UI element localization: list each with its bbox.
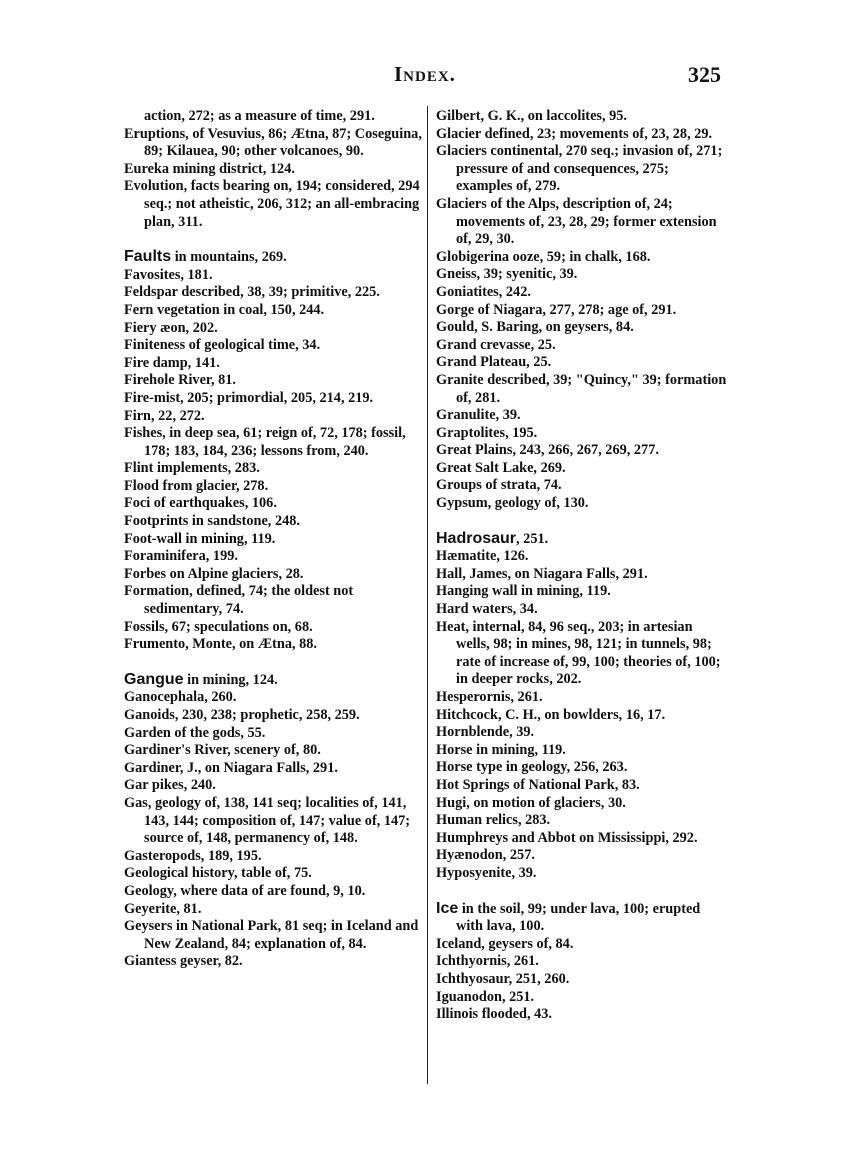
index-entry-text: Geysers in National Park, 81 seq; in Iceland and New Zealand, 84; explanation of, 84.	[124, 918, 419, 952]
column-divider	[427, 106, 428, 1084]
index-entry	[436, 812, 728, 830]
index-entry-text: Horse type in geology, 256, 263.	[436, 759, 628, 776]
index-entry-text: Garden of the gods, 55.	[124, 724, 266, 741]
index-entry	[436, 337, 728, 355]
index-entry	[436, 759, 728, 777]
index-entry-text: Granite described, 39; "Quincy," 39; formation of, 281.	[436, 371, 727, 406]
index-entry	[436, 319, 728, 337]
index-entry	[436, 847, 728, 865]
index-entry	[436, 354, 728, 372]
index-entry-text: Finiteness of geological time, 34.	[124, 337, 321, 354]
section-gap	[436, 883, 728, 900]
index-entry	[436, 777, 728, 795]
index-entry-text: Hornblende, 39.	[436, 724, 535, 741]
index-entry-text: Fire damp, 141.	[124, 354, 220, 371]
index-entry	[124, 178, 422, 231]
index-entry	[124, 848, 422, 866]
index-entry	[436, 795, 728, 813]
index-entry-text: Grand crevasse, 25.	[436, 336, 556, 353]
index-column-left	[124, 108, 422, 971]
index-entry-text: Gas, geology of, 138, 141 seq; localities of, 141, 143, 144; composition of, 147; value of, 147; source of, 148, permanency of, 148.	[124, 794, 411, 847]
index-entry-text: Hall, James, on Niagara Falls, 291.	[436, 565, 648, 582]
index-entry-text: Gardiner, J., on Niagara Falls, 291.	[124, 759, 338, 776]
index-entry	[436, 583, 728, 601]
index-entry-text: Grand Plateau, 25.	[436, 354, 552, 371]
index-entry	[124, 953, 422, 971]
index-entry	[124, 408, 422, 426]
index-entry	[124, 531, 422, 549]
index-entry	[436, 407, 728, 425]
index-entry-text: Fiery æon, 202.	[124, 319, 218, 336]
index-entry-text: Flood from glacier, 278.	[124, 477, 269, 494]
index-entry-text: Gypsum, geology of, 130.	[436, 495, 589, 512]
index-entry	[436, 971, 728, 989]
section-lead-word: Gangue	[124, 670, 184, 688]
index-entry	[124, 883, 422, 901]
index-entry-text: Geyerite, 81.	[124, 900, 202, 917]
page-number: 325	[688, 62, 721, 87]
index-entry	[436, 548, 728, 566]
index-entry	[436, 1006, 728, 1024]
index-entry	[436, 249, 728, 267]
index-entry-text: Foci of earthquakes, 106.	[124, 495, 277, 512]
index-entry	[436, 442, 728, 460]
section-lead-word: Faults	[124, 248, 172, 266]
index-entry	[124, 707, 422, 725]
index-entry	[124, 583, 422, 618]
index-entry	[436, 495, 728, 513]
index-entry-text: Foraminifera, 199.	[124, 548, 238, 565]
index-entry	[436, 953, 728, 971]
index-entry	[436, 460, 728, 478]
index-entry	[436, 196, 728, 249]
index-entry-text: Ichthyosaur, 251, 260.	[436, 970, 570, 987]
index-entry-text: Great Plains, 243, 266, 267, 269, 277.	[436, 442, 659, 459]
index-entry	[124, 901, 422, 919]
section-gap	[436, 513, 728, 530]
index-entry	[124, 284, 422, 302]
index-entry-text: Firehole River, 81.	[124, 372, 236, 389]
index-entry-text: Footprints in sandstone, 248.	[124, 513, 300, 530]
index-entry	[124, 865, 422, 883]
index-entry	[124, 918, 422, 953]
index-entry	[124, 161, 422, 179]
index-entry-text: Ganocephala, 260.	[124, 689, 237, 706]
index-entry-text: Groups of strata, 74.	[436, 477, 562, 494]
index-entry	[436, 689, 728, 707]
index-entry	[436, 707, 728, 725]
index-entry	[436, 724, 728, 742]
index-entry-text: Forbes on Alpine glaciers, 28.	[124, 565, 304, 582]
index-entry-text: , 251.	[516, 530, 549, 547]
index-entry	[124, 320, 422, 338]
index-entry-text: Human relics, 283.	[436, 812, 551, 829]
index-entry-text: Glaciers continental, 270 seq.; invasion of, 271; pressure of and consequences, 275; examples of, 279.	[436, 143, 723, 195]
index-entry	[124, 513, 422, 531]
index-entry	[124, 126, 422, 161]
index-entry-text: Hyposyenite, 39.	[436, 864, 537, 881]
index-entry	[124, 636, 422, 654]
index-entry	[436, 619, 728, 689]
index-entry-text: Fern vegetation in coal, 150, 244.	[124, 301, 325, 318]
index-entry-text: Hyænodon, 257.	[436, 847, 535, 864]
index-entry-text: Illinois flooded, 43.	[436, 1006, 552, 1023]
index-entry	[124, 619, 422, 637]
index-entry-text: Heat, internal, 84, 96 seq., 203; in artesian wells, 98; in mines, 98, 121; in tunnels, 98; rate of increase of, 99, 100; theories of, 100; in deeper rocks, 202.	[436, 618, 721, 688]
index-entry-text: Giantess geyser, 82.	[124, 953, 243, 970]
index-entry	[436, 566, 728, 584]
index-entry-text: Humphreys and Abbot on Mississippi, 292.	[436, 829, 698, 846]
index-entry-text: Geology, where data of are found, 9, 10.	[124, 882, 366, 899]
index-entry-text: Gar pikes, 240.	[124, 777, 216, 794]
index-entry	[124, 425, 422, 460]
index-entry	[436, 530, 728, 549]
index-entry-text: Glaciers of the Alps, description of, 24; movements of, 23, 28, 29; former extension of, 29, 30.	[436, 195, 717, 248]
index-entry	[124, 390, 422, 408]
index-entry	[124, 495, 422, 513]
index-entry	[436, 865, 728, 883]
section-gap	[124, 654, 422, 671]
index-entry-text: Fossils, 67; speculations on, 68.	[124, 618, 313, 635]
index-entry	[436, 742, 728, 760]
page-title: Index.	[394, 62, 456, 86]
index-entry	[124, 742, 422, 760]
index-entry	[436, 302, 728, 320]
index-entry	[436, 266, 728, 284]
section-lead-word: Hadrosaur	[436, 529, 517, 547]
index-entry	[124, 248, 422, 267]
index-entry-text: Iguanodon, 251.	[436, 988, 535, 1005]
index-entry-text: Hæmatite, 126.	[436, 548, 529, 565]
index-entry-text: Horse in mining, 119.	[436, 741, 566, 758]
index-entry-text: Graptolites, 195.	[436, 424, 538, 441]
index-entry-text: Gneiss, 39; syenitic, 39.	[436, 266, 578, 283]
index-entry	[124, 108, 422, 126]
index-entry-text: Frumento, Monte, on Ætna, 88.	[124, 636, 317, 653]
index-entry-text: Feldspar described, 38, 39; primitive, 225.	[124, 284, 380, 301]
index-entry-text: Goniatites, 242.	[436, 283, 531, 300]
index-entry	[436, 284, 728, 302]
index-entry	[124, 372, 422, 390]
section-gap	[124, 231, 422, 248]
index-entry-text: Formation, defined, 74; the oldest not sedimentary, 74.	[124, 583, 354, 618]
index-entry	[124, 548, 422, 566]
index-entry-text: Hesperornis, 261.	[436, 689, 543, 705]
index-entry	[124, 460, 422, 478]
index-entry-text: Firn, 22, 272.	[124, 407, 205, 424]
index-entry-text: Hanging wall in mining, 119.	[436, 583, 611, 600]
index-entry	[436, 936, 728, 954]
index-entry	[436, 989, 728, 1007]
index-entry	[436, 372, 728, 407]
index-entry-text: Evolution, facts bearing on, 194; considered, 294 seq.; not atheistic, 206, 312; an all-embracing plan, 311.	[124, 178, 420, 230]
index-entry-text: Glacier defined, 23; movements of, 23, 28, 29.	[436, 125, 713, 142]
index-entry	[436, 143, 728, 196]
index-entry-text: Geological history, table of, 75.	[124, 865, 312, 882]
index-entry-text: Flint implements, 283.	[124, 460, 260, 477]
index-entry	[124, 337, 422, 355]
index-entry-text: Hot Springs of National Park, 83.	[436, 776, 640, 793]
index-entry-text: Eureka mining district, 124.	[124, 160, 295, 177]
index-entry-text: in the soil, 99; under lava, 100; erupted with lava, 100.	[456, 900, 701, 935]
index-entry-text: Gardiner's River, scenery of, 80.	[124, 742, 321, 759]
index-entry-text: Gilbert, G. K., on laccolites, 95.	[436, 108, 627, 124]
index-entry-text: Granulite, 39.	[436, 407, 521, 424]
index-entry-text: Ichthyornis, 261.	[436, 953, 539, 970]
index-entry-text: Eruptions, of Vesuvius, 86; Ætna, 87; Coseguina, 89; Kilauea, 90; other volcanoes, 90.	[124, 125, 422, 160]
index-entry-text: Foot-wall in mining, 119.	[124, 530, 276, 547]
index-column-right	[436, 108, 728, 1024]
index-entry-text: in mountains, 269.	[171, 249, 287, 266]
index-entry-text: Great Salt Lake, 269.	[436, 459, 566, 476]
index-entry	[436, 477, 728, 495]
index-entry	[436, 830, 728, 848]
index-entry	[124, 302, 422, 320]
index-entry	[124, 760, 422, 778]
index-entry-text: Hugi, on motion of glaciers, 30.	[436, 794, 626, 811]
index-entry-text: action, 272; as a measure of time, 291.	[144, 108, 375, 124]
index-entry	[124, 566, 422, 584]
index-entry-text: in mining, 124.	[183, 671, 278, 688]
index-entry-text: Fishes, in deep sea, 61; reign of, 72, 178; fossil, 178; 183, 184, 236; lessons from, 240.	[124, 425, 406, 459]
index-entry	[436, 900, 728, 936]
page-header	[0, 62, 850, 92]
index-entry	[124, 725, 422, 743]
index-entry	[436, 425, 728, 443]
index-entry-text: Favosites, 181.	[124, 266, 213, 283]
index-entry-text: Ganoids, 230, 238; prophetic, 258, 259.	[124, 707, 360, 723]
index-entry	[436, 126, 728, 144]
index-entry	[436, 601, 728, 619]
index-entry-text: Fire-mist, 205; primordial, 205, 214, 219.	[124, 389, 374, 406]
index-entry-text: Hard waters, 34.	[436, 601, 538, 618]
section-lead-word: Ice	[436, 899, 459, 917]
index-entry-text: Gasteropods, 189, 195.	[124, 847, 262, 864]
index-entry	[124, 777, 422, 795]
index-entry	[124, 689, 422, 707]
index-entry-text: Hitchcock, C. H., on bowlders, 16, 17.	[436, 706, 666, 723]
index-entry	[124, 671, 422, 690]
index-entry	[124, 267, 422, 285]
index-entry-text: Gorge of Niagara, 277, 278; age of, 291.	[436, 301, 677, 318]
index-entry	[124, 478, 422, 496]
index-entry	[124, 355, 422, 373]
index-entry-text: Gould, S. Baring, on geysers, 84.	[436, 319, 634, 336]
index-entry	[436, 108, 728, 126]
index-entry	[124, 795, 422, 848]
index-entry-text: Globigerina ooze, 59; in chalk, 168.	[436, 248, 651, 265]
index-entry-text: Iceland, geysers of, 84.	[436, 935, 574, 952]
